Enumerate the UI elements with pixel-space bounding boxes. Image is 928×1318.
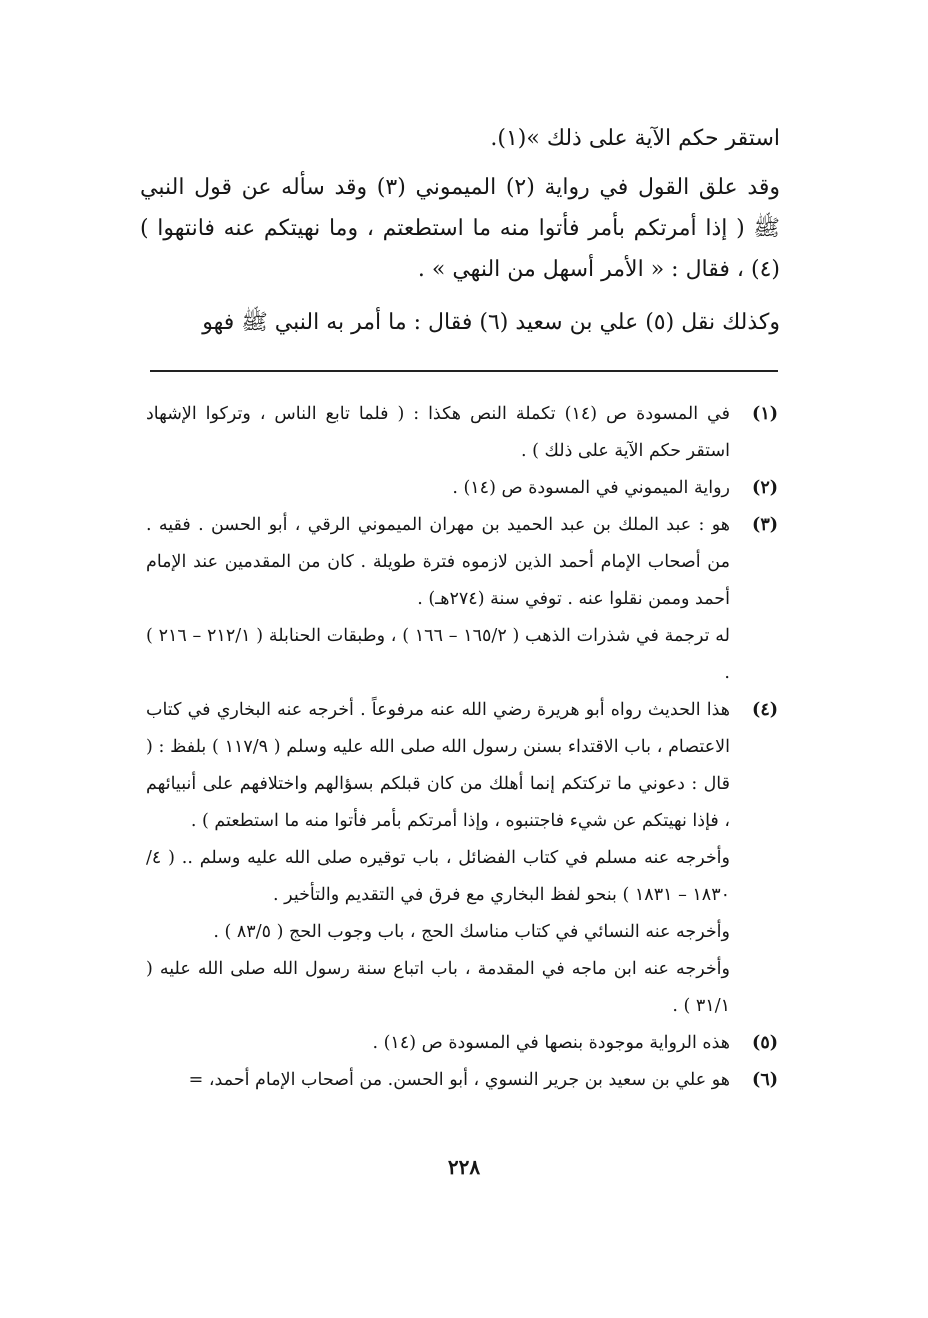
footnote-separator bbox=[150, 370, 778, 372]
footnotes bbox=[146, 396, 778, 1099]
footnote-text: وأخرجه عنه النسائي في كتاب مناسك الحج ، باب وجوب الحج ( ٨٣/٥ ) . bbox=[213, 922, 730, 942]
footnote-text: هذه الرواية موجودة بنصها في المسودة ص (١٤) . bbox=[372, 1033, 730, 1053]
page-number: ٢٢٨ bbox=[447, 1155, 481, 1179]
footnote-text: في المسودة ص (١٤) تكملة النص هكذا : ( فلما تابع الناس ، وتركوا الإشهاد استقر حكم الآية على ذلك ) . bbox=[146, 404, 730, 461]
footnote-text: وأخرجه عنه مسلم في كتاب الفضائل ، باب توقيره صلى الله عليه وسلم .. ( ٤/ ١٨٣٠ – ١٨٣١ ) بنحو لفظ البخاري مع فرق في التقديم والتأخير . bbox=[146, 848, 730, 905]
paragraph-2: وقد علق القول في رواية (٢) الميموني (٣) وقد سأله عن قول النبي ﷺ ( إذا أمرتكم بأمر فأتوا منه ما استطعتم ، وما نهيتكم عنه فانتهوا ) (٤) ، فقال : « الأمر أسهل من النهي » . bbox=[140, 175, 781, 282]
paragraph-3: وكذلك نقل (٥) علي بن سعيد (٦) فقال : ما أمر به النبي ﷺ فهو bbox=[202, 310, 780, 335]
footnote-3 bbox=[146, 507, 778, 692]
footnote-number: (٢) bbox=[752, 478, 778, 498]
footnote-number: (٥) bbox=[752, 1033, 778, 1053]
footnote-6 bbox=[146, 1062, 778, 1099]
footnote-4 bbox=[146, 692, 778, 1025]
footnote-2 bbox=[146, 470, 778, 507]
footnote-text: هو : عبد الملك بن عبد الحميد بن مهران الميموني الرقي ، أبو الحسن . فقيه . من أصحاب الإمام أحمد الذين لازموه فترة طويلة . كان من المقدمين عند الإمام أحمد وممن نقلوا عنه . توفي سنة (٢٧٤هـ) . bbox=[146, 515, 730, 609]
footnote-text: هذا الحديث رواه أبو هريرة رضي الله عنه مرفوعاً . أخرجه عنه البخاري في كتاب الاعتصام ، باب الاقتداء بسنن رسول الله صلى الله عليه وسلم ( ١١٧/٩ ) بلفظ : ( قال : دعوني ما تركتكم إنما أهلك من كان قبلكم بسؤالهم واختلافهم على أنبيائهم ، فإذا نهيتكم عن شيء فاجتنبوه ، وإذا أمرتكم بأمر فأتوا منه ما استطعتم ) . bbox=[146, 700, 730, 831]
footnote-number: (٤) bbox=[752, 700, 778, 720]
footnote-text: رواية الميموني في المسودة ص (١٤) . bbox=[452, 478, 730, 498]
footnote-number: (٣) bbox=[752, 515, 778, 535]
footnote-5 bbox=[146, 1025, 778, 1062]
footnote-text: وأخرجه عنه ابن ماجه في المقدمة ، باب اتباع سنة رسول الله صلى الله عليه ( ٣١/١ ) . bbox=[146, 959, 730, 1016]
footnote-text: له ترجمة في شذرات الذهب ( ١٦٥/٢ – ١٦٦ ) ، وطبقات الحنابلة ( ٢١٢/١ – ٢١٦ ) . bbox=[146, 626, 730, 683]
main-text bbox=[140, 118, 780, 343]
footnote-number: (١) bbox=[752, 404, 778, 424]
footnote-1 bbox=[146, 396, 778, 470]
footnote-text: هو علي بن سعيد بن جرير النسوي ، أبو الحسن. من أصحاب الإمام أحمد، = bbox=[188, 1070, 730, 1090]
footnote-number: (٦) bbox=[752, 1070, 778, 1090]
paragraph-1: استقر حكم الآية على ذلك »(١). bbox=[490, 126, 780, 151]
